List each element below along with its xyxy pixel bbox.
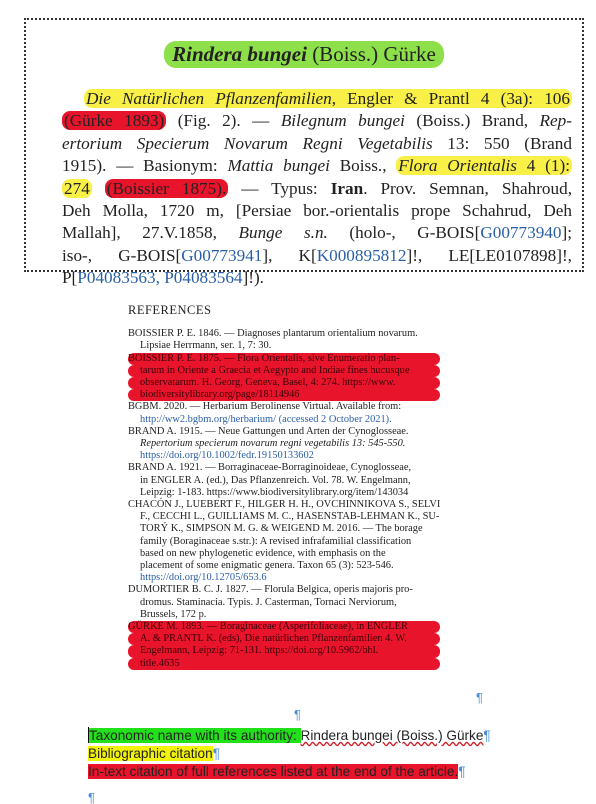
specimen-link[interactable]: G00773941 bbox=[181, 245, 263, 265]
pilcrow-mark: ¶ bbox=[476, 690, 483, 705]
legend-biblio bbox=[88, 745, 220, 763]
entry-line-1 bbox=[62, 88, 572, 110]
specimen-link[interactable]: K000895812 bbox=[316, 245, 407, 265]
legend-biblio-label: Bibliographic citation bbox=[88, 746, 213, 761]
reference-item-highlighted: BOISSIER P. E. 1875. — Flora Orientalis, sive Enumeratio plan- tarum in Oriente a Graecia et Aegypto and Indiae fines hucusque observatarum. H. Georg, Geneva, Basel, 4: 274. https://www. biodiversitylibrary.org/page/18114946 bbox=[128, 353, 440, 402]
entry-line-8: iso-, G-BOIS[G00773941], K[K000895812]!, LE[LE0107898]!, bbox=[62, 245, 572, 265]
biblio-citation: 274 bbox=[64, 178, 90, 198]
taxon-name: Rindera bungei bbox=[172, 42, 307, 66]
intext-citation: (Boissier 1875). bbox=[106, 178, 227, 198]
specimen-link[interactable]: G00773940 bbox=[480, 223, 562, 243]
reference-item: CHACÓN J., LUEBERT F., HILGER H. H., OVCHINNIKOVA S., SELVI F., CECCHI L., GUILLIAMS M. C., HASENSTAB-LEHMAN K., SU- TORÝ K., SIMPSON M. G. & WEIGEND M. 2016. — The borage family (Boraginaceae s.str.): A revised infrafamilial classification based on new phylogenetic evidence, with emphasis on the placement of some enigmatic genera. Taxon 65 (3): 523-546. https://doi.org/10.12705/653.6 bbox=[128, 499, 441, 584]
reference-item: BRAND A. 1921. — Borraginaceae-Borraginoideae, Cynoglosseae, in ENGLER A. (ed.), Das Pflanzenreich. Vol. 78. W. Engelmann, Leipzig: 1-183. https://www.biodiversitylibrary.org/item/143034 bbox=[128, 462, 412, 498]
reference-item-highlighted: GÜRKE M. 1893. — Boraginaceae (Asperifoliaceae), in ENGLER A. & PRANTL K. (eds), Die natürlichen Pflanzenfamilien 4. W. Engelmann, Leipzig: 71-131. https://doi.org/10.5962/bhl. title.4635 bbox=[128, 621, 440, 670]
taxon-name-highlight bbox=[164, 41, 444, 68]
reference-item: DUMORTIER B. C. J. 1827. — Florula Belgica, operis majoris pro- dromus. Staminacia. Typis. J. Casterman, Tornaci Nerviorum, Brussels, 172 p. bbox=[128, 584, 413, 620]
references-section bbox=[128, 304, 440, 670]
pilcrow-mark: ¶ bbox=[483, 728, 491, 743]
entry-line-7: Mallah], 27.V.1858, Bunge s.n. (holo-, G-BOIS[G00773940]; bbox=[62, 223, 572, 243]
legend-intext-label: In-text citation of full references listed at the end of the article. bbox=[88, 764, 459, 779]
legend-taxon-sample: Rindera bungei (Boiss.) Gürke bbox=[300, 728, 484, 743]
legend-taxon bbox=[88, 727, 491, 745]
pilcrow-mark: ¶ bbox=[88, 790, 95, 804]
taxon-title bbox=[26, 42, 582, 67]
entry-line-2: (Gürke 1893) (Fig. 2). — Bilegnum bungei (Boiss.) Brand, Rep- bbox=[64, 111, 572, 131]
pilcrow-mark: ¶ bbox=[294, 707, 301, 722]
taxon-authority: (Boiss.) Gürke bbox=[306, 42, 436, 66]
legend-intext bbox=[88, 763, 466, 781]
biblio-citation: Flora Orientalis 4 (1): bbox=[398, 156, 570, 176]
biblio-citation: Die Natürlichen Pflanzenfamilien, Engler & Prantl 4 (3a): 106 bbox=[86, 89, 570, 108]
entry-line-4: 1915). — Basionym: Mattia bungei Boiss., Flora Orientalis 4 (1): bbox=[62, 156, 570, 176]
reference-item: BOISSIER P. E. 1846. — Diagnoses plantarum orientalium novarum. Lipsiae Herrmann, ser. 1, 7: 30. bbox=[128, 328, 418, 352]
specimen-link[interactable]: P04083563, P04083564 bbox=[77, 268, 243, 288]
intext-citation: (Gürke 1893) bbox=[64, 111, 165, 131]
references-heading: REFERENCES bbox=[128, 303, 212, 317]
entry-line-3: ertorium Specierum Novarum Regni Vegetabilis 13: 550 (Brand bbox=[62, 133, 572, 153]
reference-link[interactable]: https://doi.org/10.1002/fedr.19150133602 bbox=[140, 450, 314, 462]
reference-link[interactable]: https://doi.org/10.12705/653.6 bbox=[140, 572, 267, 584]
entry-body bbox=[62, 88, 572, 290]
entry-line-9: P[P04083563, P04083564]!). bbox=[62, 268, 264, 288]
pilcrow-mark: ¶ bbox=[212, 746, 220, 761]
entry-line-5: 274 (Boissier 1875). — Typus: Iran. Prov. Semnan, Shahroud, bbox=[64, 178, 572, 198]
reference-link[interactable]: http://ww2.bgbm.org/herbarium/ (accessed 2 October 2021). bbox=[140, 413, 392, 425]
pilcrow-mark: ¶ bbox=[458, 764, 466, 779]
entry-line-6: Deh Molla, 1720 m, [Persiae bor.-orientalis prope Schahrud, Deh bbox=[62, 201, 572, 221]
nomenclature-entry-box bbox=[24, 18, 584, 288]
reference-item: BGBM. 2020. — Herbarium Berolinense Virtual. Available from: http://ww2.bgbm.org/herbarium/ (accessed 2 October 2021). bbox=[128, 401, 440, 425]
legend-taxon-label: Taxonomic name with its authority: bbox=[89, 728, 301, 743]
reference-item: BRAND A. 1915. — Neue Gattungen und Arten der Cynoglosseae. Repertorium specierum novarum regni vegetabilis 13: 545-550. https://doi.org/10.1002/fedr.19150133602 bbox=[128, 426, 440, 463]
